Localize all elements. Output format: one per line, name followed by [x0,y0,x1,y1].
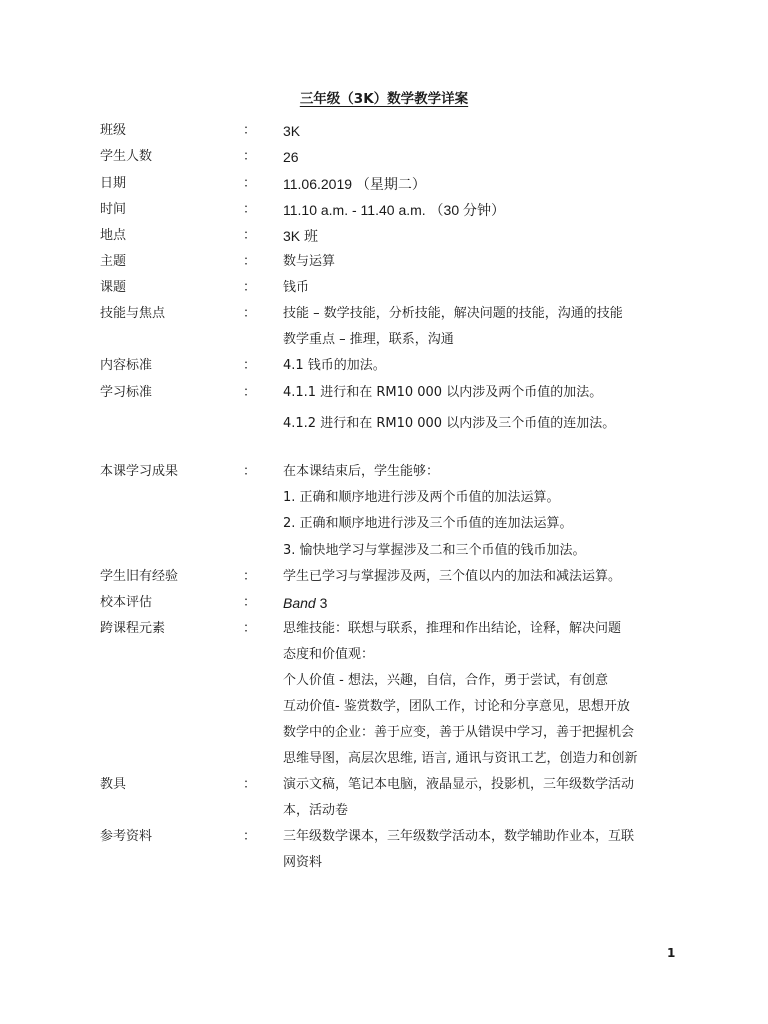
band-word: Band [283,595,316,611]
outcomes-line: 在本课结束后，学生能够： [283,464,440,479]
colon: ： [243,149,257,164]
document-title: 三年级（3K）数学教学详案 [299,91,469,107]
label-topic: 课题 [100,280,127,295]
references-line: 三年级数学课本，三年级数学活动本，数学辅助作业本，互联 [283,829,635,844]
colon: ： [243,595,257,610]
colon: ： [243,123,257,138]
references-line: 网资料 [283,855,323,870]
outcomes-line: 2. 正确和顺序地进行涉及三个币值的连加法运算。 [283,516,573,531]
value-topic: 钱币 [283,280,310,295]
colon: ： [243,385,257,400]
colon: ： [243,358,257,373]
learning-standard-line: 4.1.1 进行和在 RM10 000 以内涉及两个币值的加法。 [283,385,603,400]
cross-curricular-line: 思维技能：联想与联系，推理和作出结论，诠释，解决问题 [283,621,622,636]
colon: ： [243,569,257,584]
value-class: 3K [283,123,301,139]
outcomes-line: 1. 正确和顺序地进行涉及两个币值的加法运算。 [283,490,560,505]
band-level: 3 [315,595,328,611]
label-date: 日期 [100,176,127,191]
colon: ： [243,829,257,844]
colon: ： [243,306,257,321]
learning-standard-line: 4.1.2 进行和在 RM10 000 以内涉及三个币值的连加法。 [283,416,616,431]
label-theme: 主题 [100,254,127,269]
value-students: 26 [283,149,299,165]
colon: ： [243,280,257,295]
colon: ： [243,464,257,479]
colon: ： [243,176,257,191]
cross-curricular-line: 思维导图，高层次思维, 语言, 通讯与资讯工艺，创造力和创新 [283,751,638,766]
label-assessment: 校本评估 [100,595,153,610]
cross-curricular-line: 数学中的企业：善于应变，善于从错误中学习，善于把握机会 [283,725,635,740]
label-class: 班级 [100,123,127,138]
label-skills: 技能与焦点 [100,306,166,321]
value-place: 3K 班 [283,228,319,244]
label-cross-curricular: 跨课程元素 [100,621,166,636]
label-students: 学生人数 [100,149,153,164]
colon: ： [243,254,257,269]
value-assessment [283,593,327,613]
value-time: 11.10 a.m. - 11.40 a.m. （30 分钟） [283,202,506,218]
value-content-standard: 4.1 钱币的加法。 [283,358,386,373]
colon: ： [243,228,257,243]
cross-curricular-line: 个人价值 - 想法，兴趣，自信，合作，勇于尝试，有创意 [283,673,608,688]
value-date: 11.06.2019 （星期二） [283,176,426,192]
label-outcomes: 本课学习成果 [100,464,179,479]
label-references: 参考资料 [100,829,153,844]
page-number: 1 [667,946,676,960]
label-content-standard: 内容标准 [100,358,153,373]
colon: ： [243,777,257,792]
value-theme: 数与运算 [283,254,336,269]
cross-curricular-line: 态度和价值观： [283,647,375,662]
teaching-aids-line: 本，活动卷 [283,803,349,818]
label-prior-knowledge: 学生旧有经验 [100,569,179,584]
value-prior-knowledge: 学生已学习与掌握涉及两，三个值以内的加法和减法运算。 [283,569,622,584]
label-time: 时间 [100,202,127,217]
label-learning-standard: 学习标准 [100,385,153,400]
cross-curricular-line: 互动价值- 鉴赏数学，团队工作，讨论和分享意见，思想开放 [283,699,630,714]
skills-line: 技能 – 数学技能，分析技能，解决问题的技能，沟通的技能 [283,306,623,321]
colon: ： [243,202,257,217]
teaching-aids-line: 演示文稿，笔记本电脑，液晶显示，投影机，三年级数学活动 [283,777,635,792]
colon: ： [243,621,257,636]
skills-line: 教学重点 – 推理，联系，沟通 [283,332,454,347]
outcomes-line: 3. 愉快地学习与掌握涉及二和三个币值的钱币加法。 [283,543,586,558]
label-place: 地点 [100,228,127,243]
label-teaching-aids: 教具 [100,777,127,792]
